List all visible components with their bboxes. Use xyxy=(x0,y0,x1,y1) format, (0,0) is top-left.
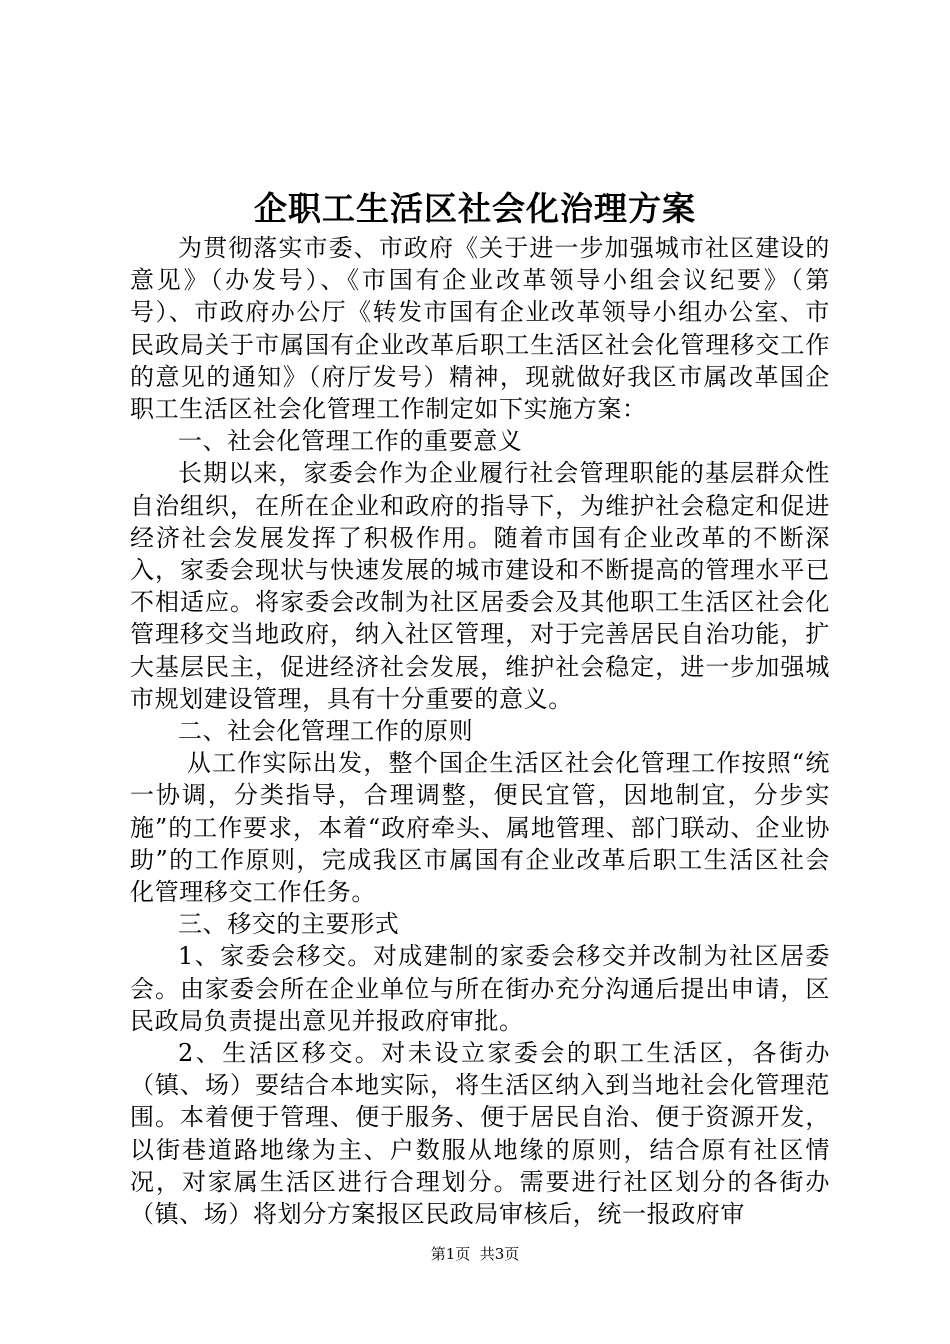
intro-paragraph: 为贯彻落实市委、市政府《关于进一步加强城市社区建设的意见》（办发号）、《市国有企业改革领导小组会议纪要》（第号）、市政府办公厅《转发市国有企业改革领导小组办公室、市民政局关于市属国有企业改革后职工生活区社会化管理移交工作的意见的通知》（府厅发号）精神，现就做好我区市属改革国企职工生活区社会化管理工作制定如下实施方案： xyxy=(130,234,830,424)
section-3-item-2: 2、生活区移交。对未设立家委会的职工生活区，各街办（镇、场）要结合本地实际，将生活区纳入到当地社会化管理范围。本着便于管理、便于服务、便于居民自治、便于资源开发，以街巷道路地缘为主、户数服从地缘的原则，结合原有社区情况，对家属生活区进行合理划分。需要进行社区划分的各街办（镇、场）将划分方案报区民政局审核后，统一报政府审 xyxy=(130,1039,830,1229)
section-3-item-1: 1、家委会移交。对成建制的家委会移交并改制为社区居委会。由家委会所在企业单位与所在街办充分沟通后提出申请，区民政局负责提出意见并报政府审批。 xyxy=(130,942,830,1035)
page-footer xyxy=(0,1244,950,1264)
section-heading-2: 二、社会化管理工作的原则 xyxy=(178,717,474,746)
page-number-label: 第1页 共3页 xyxy=(430,1245,520,1263)
section-2-paragraph: 从工作实际出发，整个国企生活区社会化管理工作按照“统一协调，分类指导，合理调整，便民宜管，因地制宜，分步实施”的工作要求，本着“政府牵头、属地管理、部门联动、企业协助”的工作原则，完成我区市属国有企业改革后职工生活区社会化管理移交工作任务。 xyxy=(130,749,830,907)
section-heading-3: 三、移交的主要形式 xyxy=(178,910,400,939)
section-heading-1: 一、社会化管理工作的重要意义 xyxy=(178,427,523,456)
document-title: 企职工生活区社会化治理方案 xyxy=(254,189,696,228)
document-body xyxy=(130,232,830,1230)
section-1-paragraph: 长期以来，家委会作为企业履行社会管理职能的基层群众性自治组织，在所在企业和政府的指导下，为维护社会稳定和促进经济社会发展发挥了积极作用。随着市国有企业改革的不断深入，家委会现状与快速发展的城市建设和不断提高的管理水平已不相适应。将家委会改制为社区居委会及其他职工生活区社会化管理移交当地政府，纳入社区管理，对于完善居民自治功能，扩大基层民主，促进经济社会发展，维护社会稳定，进一步加强城市规划建设管理，具有十分重要的意义。 xyxy=(130,459,830,713)
